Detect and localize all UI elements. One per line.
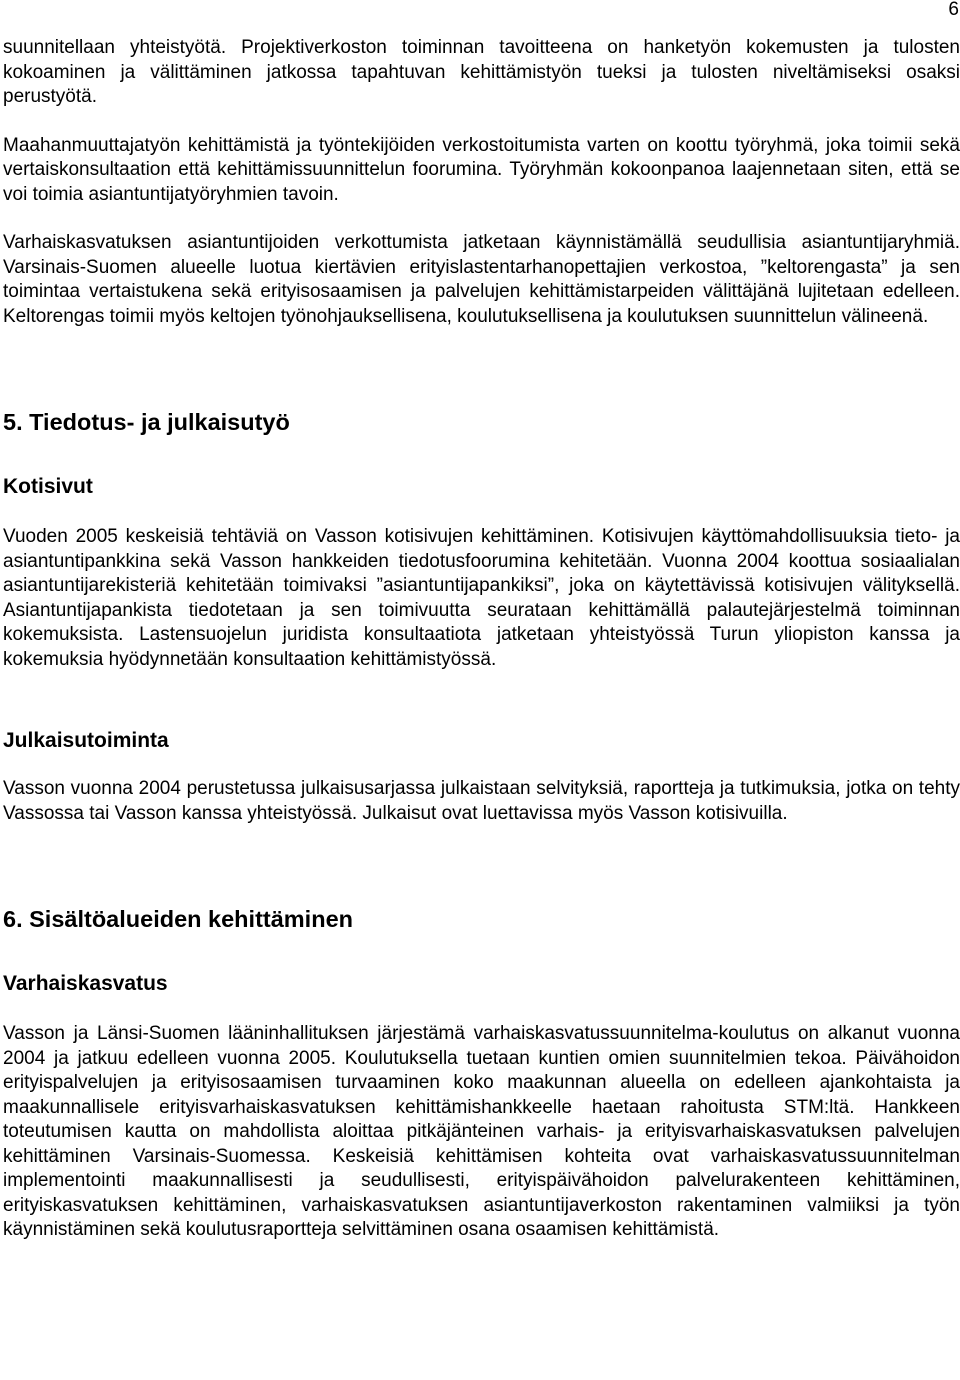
page-number: 6: [948, 0, 959, 20]
subheading-julkaisutoiminta: Julkaisutoiminta: [3, 729, 169, 752]
paragraph-immigrant-work: Maahanmuuttajatyön kehittämistä ja työntekijöiden verkostoitumista varten on koottu työryhmä, joka toimii sekä vertaiskonsultaation että kehittämissuunnittelun foorumina. Työryhmän kokoonpanoa laajennetaan siten, että se voi toimia asiantuntijatyöryhmien tavoin.: [3, 134, 960, 205]
paragraph-julkaisutoiminta: Vasson vuonna 2004 perustetussa julkaisusarjassa julkaistaan selvityksiä, raportteja ja tutkimuksia, jotka on tehty Vassossa tai Vasson kanssa yhteistyössä. Julkaisut ovat luettavissa myös Vasson kotisivuilla.: [3, 778, 960, 824]
paragraph-project-network: suunnitellaan yhteistyötä. Projektiverkoston toiminnan tavoitteena on hanketyön kokemusten ja tulosten kokoaminen ja välittäminen jatkossa tapahtuvan kehittämistyön tueksi ja tulosten niveltämiseksi osaksi perustyötä.: [3, 37, 960, 107]
subheading-kotisivut: Kotisivut: [3, 475, 93, 498]
document-body: [3, 36, 960, 1243]
section-5-heading: 5. Tiedotus- ja julkaisutyö: [3, 409, 290, 435]
section-6-heading: 6. Sisältöalueiden kehittäminen: [3, 906, 353, 932]
paragraph-kotisivut: Vuoden 2005 keskeisiä tehtäviä on Vasson kotisivujen kehittäminen. Kotisivujen käyttömahdollisuuksia tieto- ja asiantuntipankkina sekä Vasson hankkeiden tiedotusfoorumina kehitetään. Vuonna 2004 koottua sosiaalialan asiantuntijarekisteriä kehitetään toimivaksi ”asiantuntijapankiksi”, joka on käytettävissä kotisivujen välityksellä. Asiantuntijapankista tiedotetaan ja sen toimivuutta seurataan kehittämällä palautejärjestelmä toiminnan kokemuksista. Lastensuojelun juridista konsultaatiota jatketaan yhteistyössä Turun yliopiston kanssa ja kokemuksia hyödynnetään konsultaation kehittämistyössä.: [3, 526, 960, 670]
subheading-varhaiskasvatus: Varhaiskasvatus: [3, 972, 168, 995]
paragraph-early-education-network: Varhaiskasvatuksen asiantuntijoiden verkottumista jatketaan käynnistämällä seudullisia asiantuntijaryhmiä. Varsinais-Suomen alueelle luotua kiertävien erityislastentarhanopettajien verkostoa, ”keltorengasta” ja sen toimintaa vertaistukena sekä erityisosaamisen ja palvelujen kehittämistarpeiden välittäjänä lujitetaan edelleen. Keltorengas toimii myös keltojen työnohjauksellisena, koulutuksellisena ja koulutuksen suunnittelun välineenä.: [3, 232, 960, 327]
paragraph-varhaiskasvatus: Vasson ja Länsi-Suomen lääninhallituksen järjestämä varhaiskasvatussuunnitelma-koulutus on alkanut vuonna 2004 ja jatkuu edelleen vuonna 2005. Koulutuksella tuetaan kuntien omien suunnitelmien tekoa. Päivähoidon erityispalvelujen ja erityisosaamisen turvaaminen koko maakunnan alueella on edelleen ajankohtaista ja maakunnallisele erityisvarhaiskasvatuksen kehittämishankkeelle haetaan rahoitusta STM:ltä. Hankkeen toteutumisen kautta on mahdollista aloittaa pitkäjänteinen varhais- ja erityisvarhaiskasvatuksen palvelujen kehittäminen Varsinais-Suomessa. Keskeisiä kehittämisen kohteita ovat varhaiskasvatussuunnitelman implementointi maakunnallisesti ja seudullisesti, erityispäivähoidon palvelurakenteen kehittäminen, erityiskasvatuksen kehittäminen, varhaiskasvatuksen asiantuntijaverkoston rakentaminen valmiiksi ja työn käynnistäminen sekä koulutusraportteja selvittäminen osana osaamisen kehittämistä.: [3, 1023, 960, 1240]
